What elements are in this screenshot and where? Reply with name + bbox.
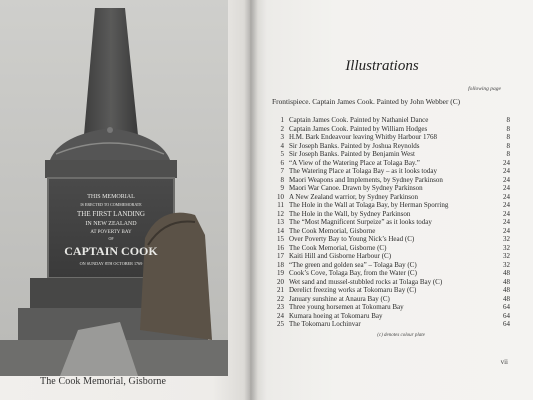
book-gutter bbox=[244, 0, 258, 400]
item-number: 16 bbox=[277, 243, 284, 252]
cook-memorial-photo bbox=[0, 0, 228, 376]
plaque-line: IN NEW ZEALAND bbox=[85, 221, 137, 227]
item-number: 3 bbox=[280, 133, 284, 141]
item-page: 48 bbox=[503, 277, 510, 286]
item-number: 23 bbox=[277, 303, 284, 311]
illustrations-list bbox=[272, 116, 510, 329]
column-label: following page bbox=[468, 86, 501, 92]
list-item bbox=[272, 159, 510, 168]
item-page: 32 bbox=[503, 252, 510, 260]
item-title: The Tokomaru Lochinvar bbox=[289, 320, 361, 328]
left-page bbox=[0, 0, 250, 400]
item-page: 32 bbox=[503, 260, 510, 269]
list-item bbox=[272, 150, 510, 159]
item-title: Sir Joseph Banks. Painted by Benjamin West bbox=[289, 150, 415, 158]
item-page: 24 bbox=[503, 167, 510, 175]
item-number: 19 bbox=[277, 269, 284, 277]
list-item bbox=[272, 269, 510, 278]
list-item bbox=[272, 278, 510, 287]
item-title: H.M. Bark Endeavour leaving Whitby Harbour 1768 bbox=[289, 133, 438, 141]
plaque-line: AT POVERTY BAY bbox=[90, 230, 132, 235]
item-page: 32 bbox=[503, 235, 510, 243]
list-item bbox=[272, 235, 510, 244]
item-number: 22 bbox=[277, 294, 284, 303]
item-title: The Hole in the Wall at Tolaga Bay, by Herman Sporring bbox=[289, 201, 449, 209]
item-number: 7 bbox=[280, 167, 284, 175]
item-page: 24 bbox=[503, 175, 510, 184]
plaque-line: ON SUNDAY 8TH OCTOBER 1769 bbox=[79, 261, 143, 266]
list-item bbox=[272, 142, 510, 151]
item-title: January sunshine at Anaura Bay (C) bbox=[289, 294, 390, 303]
list-item bbox=[272, 227, 510, 236]
list-item bbox=[272, 286, 510, 295]
item-title: Over Poverty Bay to Young Nick’s Head (C) bbox=[289, 235, 415, 243]
item-number: 4 bbox=[280, 141, 284, 150]
memorial-illustration bbox=[0, 0, 228, 376]
list-item bbox=[272, 125, 510, 134]
item-title: Kaiti Hill and Gisborne Harbour (C) bbox=[289, 252, 392, 260]
item-number: 5 bbox=[280, 150, 284, 158]
item-title: The Cook Memorial, Gisborne (C) bbox=[289, 243, 387, 252]
list-item bbox=[272, 201, 510, 210]
item-page: 48 bbox=[503, 294, 510, 303]
item-page: 64 bbox=[503, 303, 510, 311]
page-number: vii bbox=[500, 358, 508, 366]
item-page: 24 bbox=[503, 192, 510, 201]
item-number: 21 bbox=[277, 286, 284, 294]
item-number: 2 bbox=[280, 124, 284, 133]
frontispiece-entry: Frontispiece. Captain James Cook. Painted by John Webber (C) bbox=[272, 97, 461, 106]
item-title: Maori Weapons and Implements, by Sydney Parkinson bbox=[289, 175, 443, 184]
photo-caption: The Cook Memorial, Gisborne bbox=[40, 376, 167, 387]
item-page: 8 bbox=[506, 116, 510, 124]
item-number: 15 bbox=[277, 235, 284, 243]
item-number: 18 bbox=[277, 260, 284, 269]
list-item bbox=[272, 252, 510, 261]
item-page: 8 bbox=[506, 133, 510, 141]
item-title: Kumara hoeing at Tokomaru Bay bbox=[289, 311, 383, 320]
item-title: Wet sand and mussel-stubbled rocks at Tolaga Bay (C) bbox=[289, 277, 443, 286]
item-number: 14 bbox=[277, 226, 284, 235]
item-page: 24 bbox=[503, 201, 510, 209]
item-number: 25 bbox=[277, 320, 284, 328]
item-page: 8 bbox=[506, 150, 510, 158]
item-number: 12 bbox=[277, 209, 284, 218]
item-title: Maori War Canoe. Drawn by Sydney Parkinson bbox=[289, 184, 423, 192]
plaque-line: IS ERECTED TO COMMEMORATE bbox=[80, 202, 142, 207]
list-item bbox=[272, 244, 510, 253]
plaque-line: CAPTAIN COOK bbox=[64, 244, 158, 258]
item-title: Sir Joseph Banks. Painted by Joshua Reynolds bbox=[289, 141, 420, 150]
list-item bbox=[272, 303, 510, 312]
item-page: 64 bbox=[503, 320, 510, 328]
list-item bbox=[272, 133, 510, 142]
item-number: 8 bbox=[280, 175, 284, 184]
item-page: 24 bbox=[503, 209, 510, 218]
list-item bbox=[272, 218, 510, 227]
item-page: 24 bbox=[503, 226, 510, 235]
item-number: 9 bbox=[280, 184, 284, 192]
list-item bbox=[272, 184, 510, 193]
item-page: 24 bbox=[503, 218, 510, 226]
list-item bbox=[272, 193, 510, 202]
item-page: 64 bbox=[503, 311, 510, 320]
item-title: Derelict freezing works at Tokomaru Bay (C) bbox=[289, 286, 417, 294]
item-title: A New Zealand warrior, by Sydney Parkinson bbox=[289, 192, 418, 201]
item-title: Captain James Cook. Painted by William Hodges bbox=[289, 124, 428, 133]
item-page: 48 bbox=[503, 269, 510, 277]
item-page: 8 bbox=[506, 141, 510, 150]
item-page: 24 bbox=[503, 184, 510, 192]
item-title: The “Most Magnificent Surpeize” as it looks today bbox=[289, 218, 432, 226]
list-item bbox=[272, 116, 510, 125]
list-item bbox=[272, 210, 510, 219]
item-title: The Hole in the Wall, by Sydney Parkinson bbox=[289, 209, 411, 218]
plaque-line: OF bbox=[108, 236, 114, 241]
item-title: Cook’s Cove, Tolaga Bay, from the Water (C) bbox=[289, 269, 417, 277]
item-page: 24 bbox=[503, 158, 510, 167]
list-item bbox=[272, 261, 510, 270]
item-number: 17 bbox=[277, 252, 284, 260]
item-number: 13 bbox=[277, 218, 284, 226]
item-number: 20 bbox=[277, 277, 284, 286]
item-title: Captain James Cook. Painted by Nathaniel Dance bbox=[289, 116, 429, 124]
page-title: Illustrations bbox=[345, 58, 419, 74]
colour-plate-note: (c) denotes colour plate bbox=[377, 333, 425, 338]
item-page: 48 bbox=[503, 286, 510, 294]
item-title: The Cook Memorial, Gisborne bbox=[289, 226, 376, 235]
item-number: 24 bbox=[277, 311, 284, 320]
item-number: 11 bbox=[277, 201, 284, 209]
list-item bbox=[272, 167, 510, 176]
list-item bbox=[272, 312, 510, 321]
list-item bbox=[272, 320, 510, 329]
item-number: 10 bbox=[277, 192, 284, 201]
plaque-line: THIS MEMORIAL bbox=[87, 194, 135, 200]
item-number: 6 bbox=[280, 158, 284, 167]
item-title: The Watering Place at Tolaga Bay – as it looks today bbox=[289, 167, 437, 175]
list-item bbox=[272, 295, 510, 304]
item-title: Three young horsemen at Tokomaru Bay bbox=[289, 303, 404, 311]
item-page: 8 bbox=[506, 124, 510, 133]
item-title: “The green and golden sea” – Tolaga Bay (C) bbox=[289, 260, 417, 269]
item-title: “A View of the Watering Place at Tolaga Bay.” bbox=[289, 158, 420, 167]
item-number: 1 bbox=[280, 116, 284, 124]
list-item bbox=[272, 176, 510, 185]
plaque-line: THE FIRST LANDING bbox=[77, 210, 145, 218]
item-page: 32 bbox=[503, 243, 510, 252]
